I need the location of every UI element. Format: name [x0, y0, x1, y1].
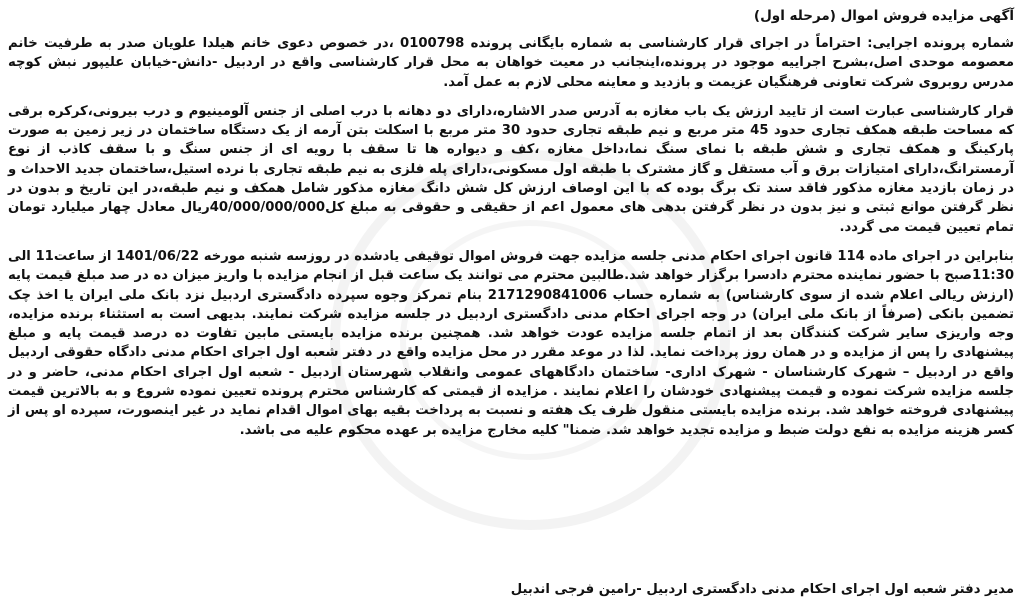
notice-intro-paragraph: شماره پرونده اجرایی: احتراماً در اجرای قرار کارشناسی به شماره بایگانی پرونده 0100798 ،در خصوص دعوی خانم هیلدا علویان صدر به طرفیت خانم معصومه موحدی اصل،بشرح اجراییه موجود در پرونده،اینجانب در معیت خواهان به محل قرار کارشناسی واقع در اردبیل -دانش-خیابان علیپور نبش کوچه مدرس روبروی شرکت تعاونی فرهنگیان عزیمت و بازدید و معاینه محلی لازم به عمل آمد. — [8, 36, 1014, 90]
notice-conditions-paragraph: بنابراین در اجرای ماده 114 قانون اجرای احکام مدنی جلسه مزایده جهت فروش اموال توقیفی یادشده در روزسه شنبه مورخه 1401/06/22 از ساعت11 الی 11:30صبح با حضور نماینده محترم دادسرا برگزار خواهد شد.طالبین محترم می توانند یک ساعت قبل از انجام مزایده با واریز میزان ده در صد مبلغ قیمت پایه (ارزش ریالی اعلام شده از سوی کارشناس) به شماره حساب 2171290841006 بنام تمرکز وجوه سپرده دادگستری اردبیل نزد بانک ملی ایران یا اخذ چک تضمین بانکی (صرفاً از بانک ملی ایران) در وجه اجرای احکام مدنی دادگستری اردبیل در جلسه مزایده شرکت نمایند. بدیهی است به استثناء برنده مزایده، وجه واریزی سایر شرکت کنندگان بعد از اتمام جلسه مزایده عودت خواهد شد. همچنین برنده مزایده بایستی مابین تفاوت ده درصد قیمت پایه و مبلغ پیشنهادی را پس از مزایده و در همان روز پرداخت نماید. لذا در موعد مقرر در محل مزایده واقع در دفتر شعبه اول اجرای احکام مدنی دادگاه حقوقی اردبیل واقع در اردبیل – شهرک کارشناسان - شهرک اداری- ساختمان دادگاههای عمومی وانقلاب شهرستان اردبیل - شعبه اول اجرای احکام مدنی، حاضر و در جلسه مزایده شرکت نموده و قیمت پیشنهادی خودشان را اعلام نمایند . مزایده از قیمتی که کارشناس محترم پرونده تعیین نموده شروع و به بالاترین قیمت پیشنهادی فروخته خواهد شد. برنده مزایده بایستی منقول ظرف یک هفته و نسبت به پرداخت بقیه بهای اموال اقدام نماید در غیر اینصورت، سپرده او پس از کسر هزینه مزایده به نفع دولت ضبط و مزایده تجدید خواهد شد. ضمنا" کلیه مخارج مزایده بر عهده محکوم علیه می باشد. — [8, 248, 1014, 438]
auction-notice — [8, 6, 1014, 603]
notice-description-paragraph: قرار کارشناسی عبارت است از تایید ارزش یک باب مغازه به آدرس صدر الاشاره،دارای دو دهانه با درب اصلی از جنس آلومینیوم و درب بیرونی،کرکره برقی که مساحت طبقه همکف تجاری حدود 45 متر مربع و نیم طبقه تجاری حدود 30 متر مربع با اسکلت بتن آرمه از یک دستگاه ساختمان در زیر زمین به صورت پارکینگ و همکف تجاری و شش طبقه با نمای سنگ نما،داخل مغازه ،کف و دیواره ها تا سقف با رویه ای از جنس سنگ و با سقف کاذب از نوع آرمسترانگ،دارای امتیازات برق و آب مستقل و گاز مشترک با طبقه اول مسکونی،دارای پله فلزی به نیم طبقه تجاری با نرده استیل،ساختمان جدید الاحداث و در زمان بازدید مغازه مذکور فاقد سند تک برگ بوده که با این اوصاف ارزش کل شش دانگ مغازه مذکور شامل همکف و نیم طبقه،در این تاریخ و بدون در نظر گرفتن موانع ثبتی و نیز بدون در نظر گرفتن بدهی های معمول اعم از حقیقی و حقوقی به مبلغ کل40/000/000/000ریال معادل چهار میلیارد تومان تمام تعیین قیمت می گردد. — [8, 103, 1015, 235]
notice-signature: مدیر دفتر شعبه اول اجرای احکام مدنی دادگستری اردبیل -رامین فرجی اندبیل — [510, 581, 1014, 597]
notice-title: آگهی مزایده فروش اموال (مرحله اول) — [753, 8, 1014, 24]
